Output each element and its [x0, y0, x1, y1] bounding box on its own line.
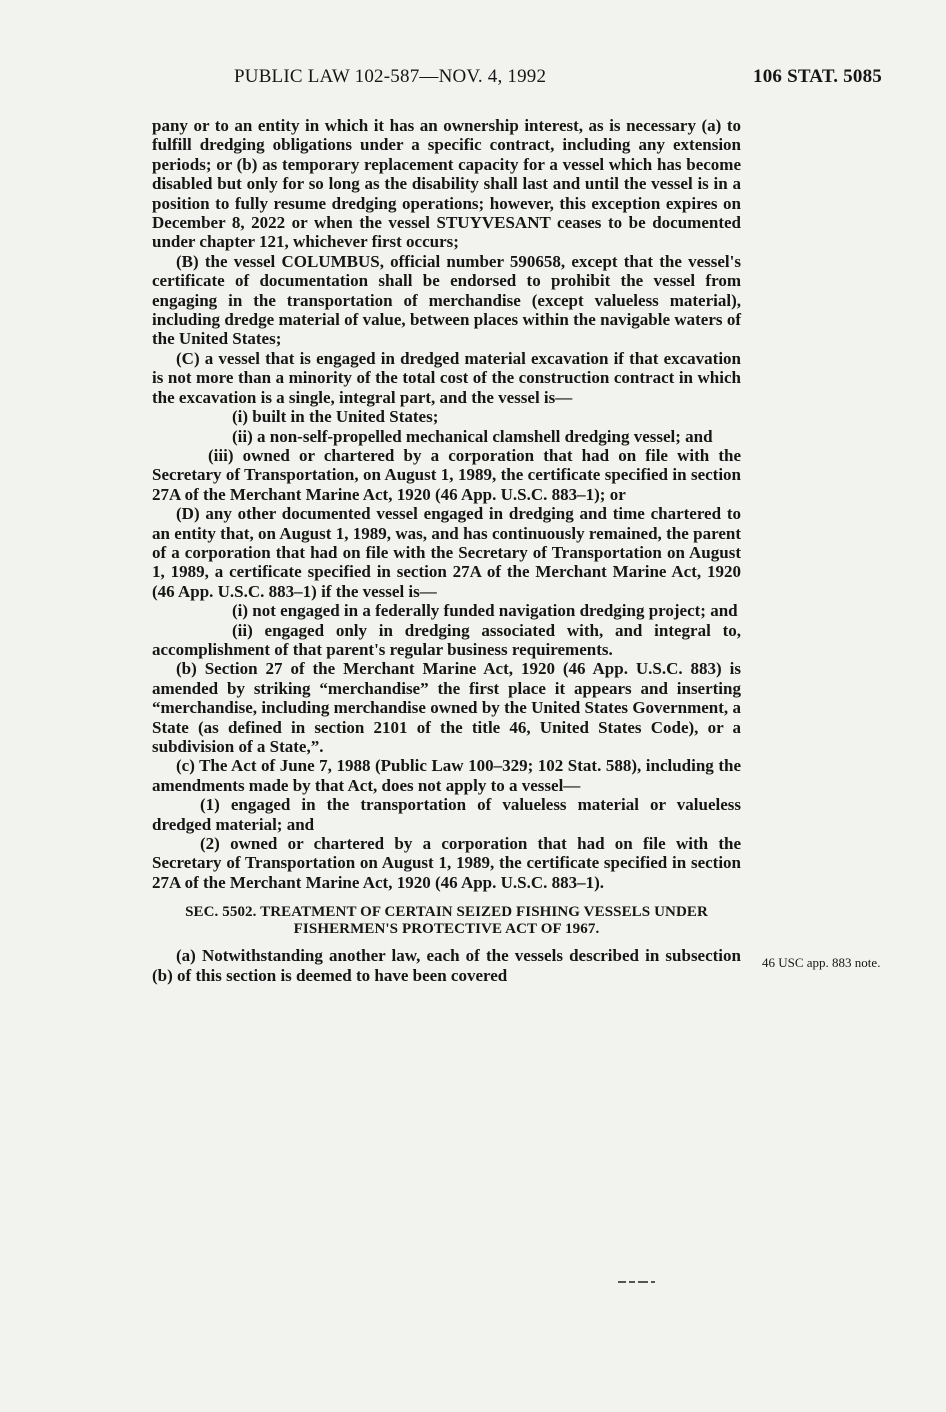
section-title-line-1: TREATMENT OF CERTAIN SEIZED FISHING VESSELS UNDER [260, 904, 708, 921]
clause: (ii) a non-self-propelled mechanical clamshell dredging vessel; and [232, 426, 713, 446]
clause: (i) not engaged in a federally funded navigation dredging project; and [232, 601, 738, 621]
clause: (i) built in the United States; [232, 407, 439, 427]
paragraph: (b) Section 27 of the Merchant Marine Act, 1920 (46 App. U.S.C. 883) is amended by striking “merchandise” the first place it appears and inserting “merchandise, including merchandise owned by the United States Government, a State (as defined in section 2101 of the title 46, United States Code), or a subdivision of a State,”. [152, 659, 741, 756]
scan-mark [618, 1270, 658, 1272]
stat-page-number: 106 STAT. 5085 [753, 66, 882, 87]
paragraph: (D) any other documented vessel engaged in dredging and time chartered to an entity that, on August 1, 1989, was, and has continuously remained, the parent of a corporation that had on file with the Secretary of Transportation on August 1, 1989, a certificate specified in section 27A of the Merchant Marine Act, 1920 (46 App. U.S.C. 883–1) if the vessel is— [152, 504, 741, 601]
section-heading [152, 904, 741, 938]
paragraph: (a) Notwithstanding another law, each of the vessels described in subsection (b) of this section is deemed to have been covered [152, 946, 741, 985]
margin-note: 46 USC app. 883 note. [762, 955, 881, 970]
paragraph: (2) owned or chartered by a corporation that had on file with the Secretary of Transportation on August 1, 1989, the certificate specified in section 27A of the Merchant Marine Act, 1920 (46 App. U.S.C. 883–1). [152, 834, 741, 892]
clause: (ii) engaged only in dredging associated with, and integral to, accomplishment of that parent's regular business requirements. [152, 620, 741, 659]
section-number: SEC. 5502. [185, 904, 257, 921]
section-title-line-2: FISHERMEN'S PROTECTIVE ACT OF 1967. [293, 921, 600, 938]
law-title: PUBLIC LAW 102-587—NOV. 4, 1992 [234, 66, 547, 87]
paragraph: (C) a vessel that is engaged in dredged material excavation if that excavation is not more than a minority of the total cost of the construction contract in which the excavation is a single, integral part, and the vessel is— [152, 348, 741, 407]
paragraph: pany or to an entity in which it has an ownership interest, as is necessary (a) to fulfill dredging obligations under a specific contract, including any extension periods; or (b) as temporary replacement capacity for a vessel which has become disabled but only for so long as the disability shall last and until the vessel is in a position to fully resume dredging operations; however, this exception expires on December 8, 2022 or when the vessel STUYVESANT ceases to be documented under chapter 121, whichever first occurs; [152, 116, 741, 252]
clause: (iii) owned or chartered by a corporation that had on file with the Secretary of Transportation, on August 1, 1989, the certificate specified in section 27A of the Merchant Marine Act, 1920 (46 App. U.S.C. 883–1); or [152, 445, 741, 504]
paragraph: (c) The Act of June 7, 1988 (Public Law 100–329; 102 Stat. 588), including the amendments made by that Act, does not apply to a vessel— [152, 756, 741, 795]
document-body [152, 116, 741, 985]
paragraph: (B) the vessel COLUMBUS, official number 590658, except that the vessel's certificate of documentation shall be endorsed to prohibit the vessel from engaging in the transportation of merchandise (except valueless material), including dredge material of value, between places within the navigable waters of the United States; [152, 251, 741, 349]
paragraph: (1) engaged in the transportation of valueless material or valueless dredged material; and [152, 795, 741, 834]
